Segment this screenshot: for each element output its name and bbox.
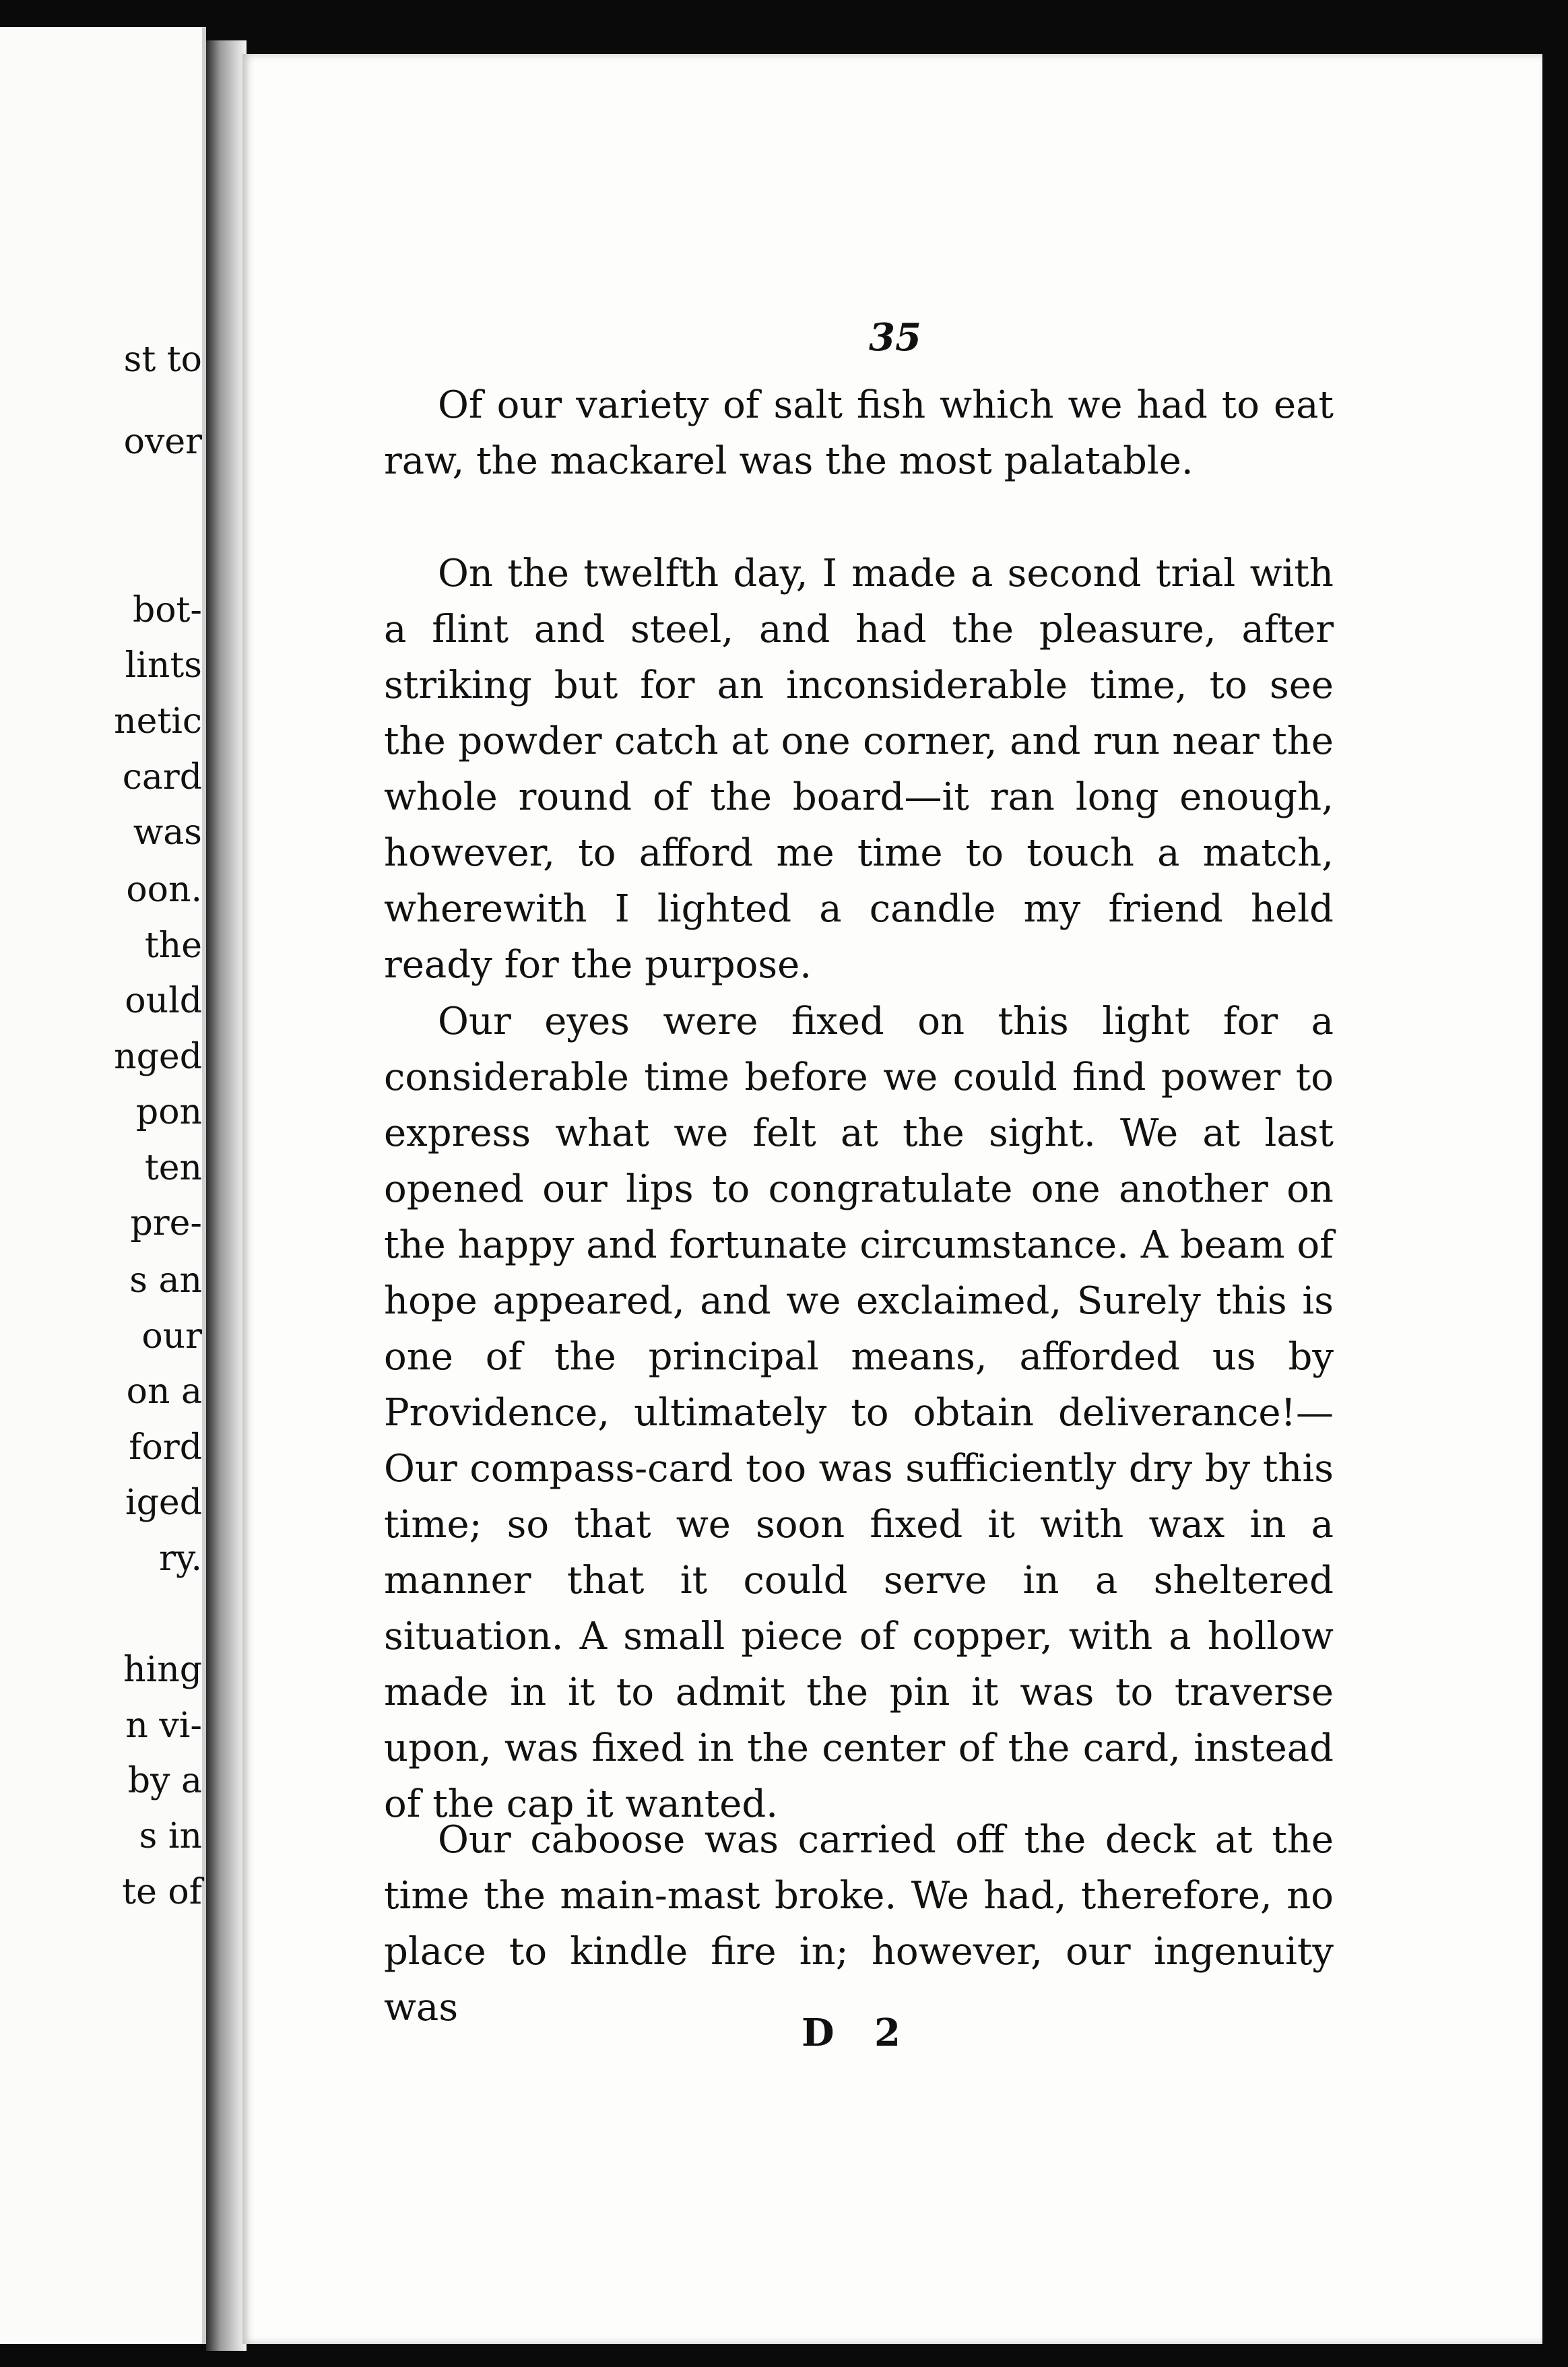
paragraph: On the twelfth day, I made a second trial with a flint and steel, and had the pleasure, after striking but for an inconsiderable time, to see the powder catch at one corner, and run near the whole round of the board—it ran long enough, however, to afford me time to touch a match, wherewith I lighted a candle my friend held ready for the purpose. <box>384 552 1334 987</box>
left-page-fragment: on a <box>126 1371 202 1412</box>
paragraph: Our eyes were fixed on this light for a considerable time before we could find power to express what we felt at the sight. We at last opened our lips to congratulate one another on the happy and fortunate circumstance. A beam of hope appeared, and we exclaimed, Surely this is one of the principal means, afforded us by Providence, ultimately to obtain deliverance!—Our compass-card too was sufficiently dry by this time; so that we soon fixed it with wax in a manner that it could serve in a sheltered situation. A small piece of copper, with a hollow made in it to admit the pin it was to traverse upon, was fixed in the center of the card, instead of the cap it wanted. <box>384 1000 1334 1826</box>
text-block <box>384 546 1334 993</box>
left-page-fragment: card <box>122 757 202 798</box>
left-page-fragment: the <box>144 926 202 966</box>
left-page-fragment: ould <box>125 981 202 1021</box>
text-block <box>384 994 1334 1832</box>
left-page-fragment: n vi- <box>125 1706 202 1746</box>
paragraph: Our caboose was carried off the deck at the time the main-mast broke. We had, therefore, no place to kindle fire in; however, our ingenuity was <box>384 1818 1334 2030</box>
left-page-fragment: te of <box>122 1872 202 1912</box>
left-page <box>0 27 206 2344</box>
left-page-fragment: ry. <box>159 1538 202 1579</box>
left-page-fragment: by a <box>127 1761 202 1801</box>
left-page-fragment: bot- <box>132 590 202 630</box>
left-page-fragment: ford <box>129 1427 202 1468</box>
text-block <box>384 1812 1334 2036</box>
left-page-fragment: over <box>123 422 202 462</box>
left-page-fragment: hing <box>123 1650 202 1690</box>
left-page-fragment: s in <box>139 1816 202 1856</box>
signature-mark: D 2 <box>802 2011 915 2055</box>
left-page-fragment: lints <box>125 645 202 686</box>
left-page-fragment: s an <box>129 1260 202 1301</box>
book-gutter <box>206 40 247 2351</box>
left-page-fragment: iged <box>125 1483 202 1523</box>
left-page-fragment: pon <box>135 1092 202 1132</box>
page-number: 35 <box>869 315 921 360</box>
left-page-fragment: st to <box>123 339 202 380</box>
left-page-fragment: nged <box>114 1037 202 1077</box>
left-page-fragment: our <box>141 1316 202 1357</box>
left-page-fragment: netic <box>114 701 202 742</box>
paragraph: Of our variety of salt fish which we had to eat raw, the mackarel was the most palatable. <box>384 383 1334 483</box>
left-page-fragment: ten <box>144 1148 202 1188</box>
left-page-fragment: pre- <box>130 1203 202 1243</box>
left-page-fragment: oon. <box>126 870 202 910</box>
left-page-fragment: was <box>133 812 202 853</box>
text-block <box>384 377 1334 489</box>
